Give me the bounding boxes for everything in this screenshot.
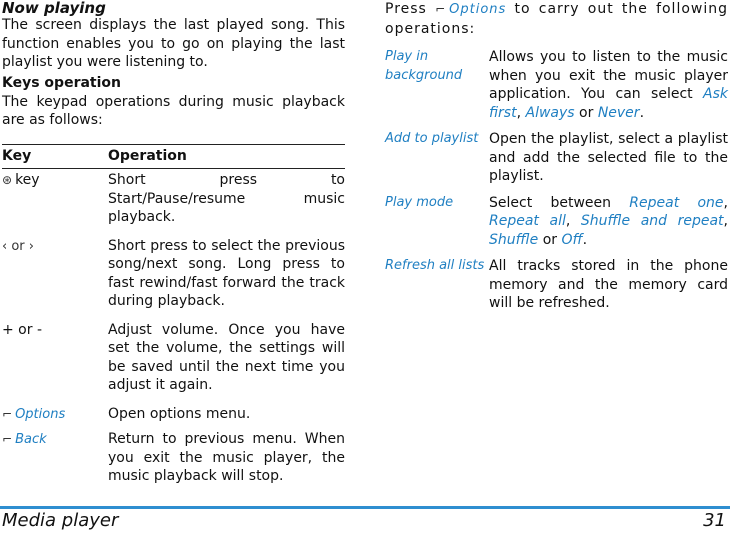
footer-rule bbox=[0, 506, 730, 509]
options-key-label: Options bbox=[15, 406, 66, 422]
table-row bbox=[2, 321, 345, 395]
section-title: Now playing bbox=[2, 0, 106, 17]
options-label: Options bbox=[449, 2, 507, 17]
select-key-icon: ⊛ bbox=[2, 173, 13, 187]
operation-text: Open options menu. bbox=[108, 405, 251, 422]
table-row bbox=[2, 237, 345, 311]
option-name: Play mode bbox=[385, 194, 454, 210]
footer-section-title: Media player bbox=[2, 510, 119, 531]
key-label: key bbox=[15, 172, 40, 188]
left-right-key-icon: ‹ or › bbox=[2, 238, 34, 254]
table-row bbox=[385, 194, 728, 250]
table-row bbox=[2, 405, 345, 425]
header-operation: Operation bbox=[108, 147, 187, 164]
option-name: Refresh all lists bbox=[385, 258, 485, 273]
option-description: Select between Repeat one, Repeat all, Shuffle and repeat, Shuffle or Off. bbox=[489, 194, 728, 248]
operation-text: Return to previous menu. When you exit the music player, the music playback will stop. bbox=[108, 431, 345, 484]
left-softkey-icon: ⌐ bbox=[435, 2, 447, 16]
option-description: All tracks stored in the phone memory and the memory card will be refreshed. bbox=[489, 258, 728, 311]
back-key-label: Back bbox=[15, 432, 47, 447]
option-name: Add to playlist bbox=[385, 131, 479, 146]
left-softkey-icon: ⌐ bbox=[2, 406, 13, 421]
table-row bbox=[385, 257, 728, 313]
press-intro: Press ⌐ Options to carry out the following operations: bbox=[385, 1, 729, 37]
table-row bbox=[385, 130, 728, 186]
operation-text: Short press to Start/Pause/resume music playback. bbox=[108, 172, 345, 225]
keys-heading: Keys operation bbox=[2, 74, 121, 91]
operation-text: Adjust volume. Once you have set the volume, the settings will be saved until the next time you adjust it again. bbox=[108, 321, 345, 393]
intro-text: The screen displays the last played song. This function enables you to go on playing the last playlist you were listening to. bbox=[2, 17, 345, 70]
right-softkey-icon: ⌐ bbox=[2, 432, 13, 446]
options-table bbox=[385, 48, 728, 313]
operation-text: Short press to select the previous song/next song. Long press to fast rewind/fast forward the track during playback. bbox=[108, 237, 345, 309]
table-header bbox=[2, 145, 345, 169]
table-row bbox=[2, 430, 345, 486]
header-key: Key bbox=[2, 147, 32, 164]
key-label: + or - bbox=[2, 321, 43, 338]
table-row bbox=[385, 48, 728, 122]
table-row bbox=[2, 169, 345, 227]
option-description: Open the playlist, select a playlist and add the selected file to the playlist. bbox=[489, 131, 728, 184]
left-column bbox=[2, 0, 345, 486]
page-number: 31 bbox=[703, 510, 726, 531]
option-name: Play in background bbox=[385, 49, 463, 83]
keys-intro: The keypad operations during music playback are as follows: bbox=[2, 93, 345, 128]
right-column bbox=[385, 0, 728, 321]
option-description: Allows you to listen to the music when you exit the music player application. You can select Ask first, Always or Never. bbox=[489, 49, 728, 121]
